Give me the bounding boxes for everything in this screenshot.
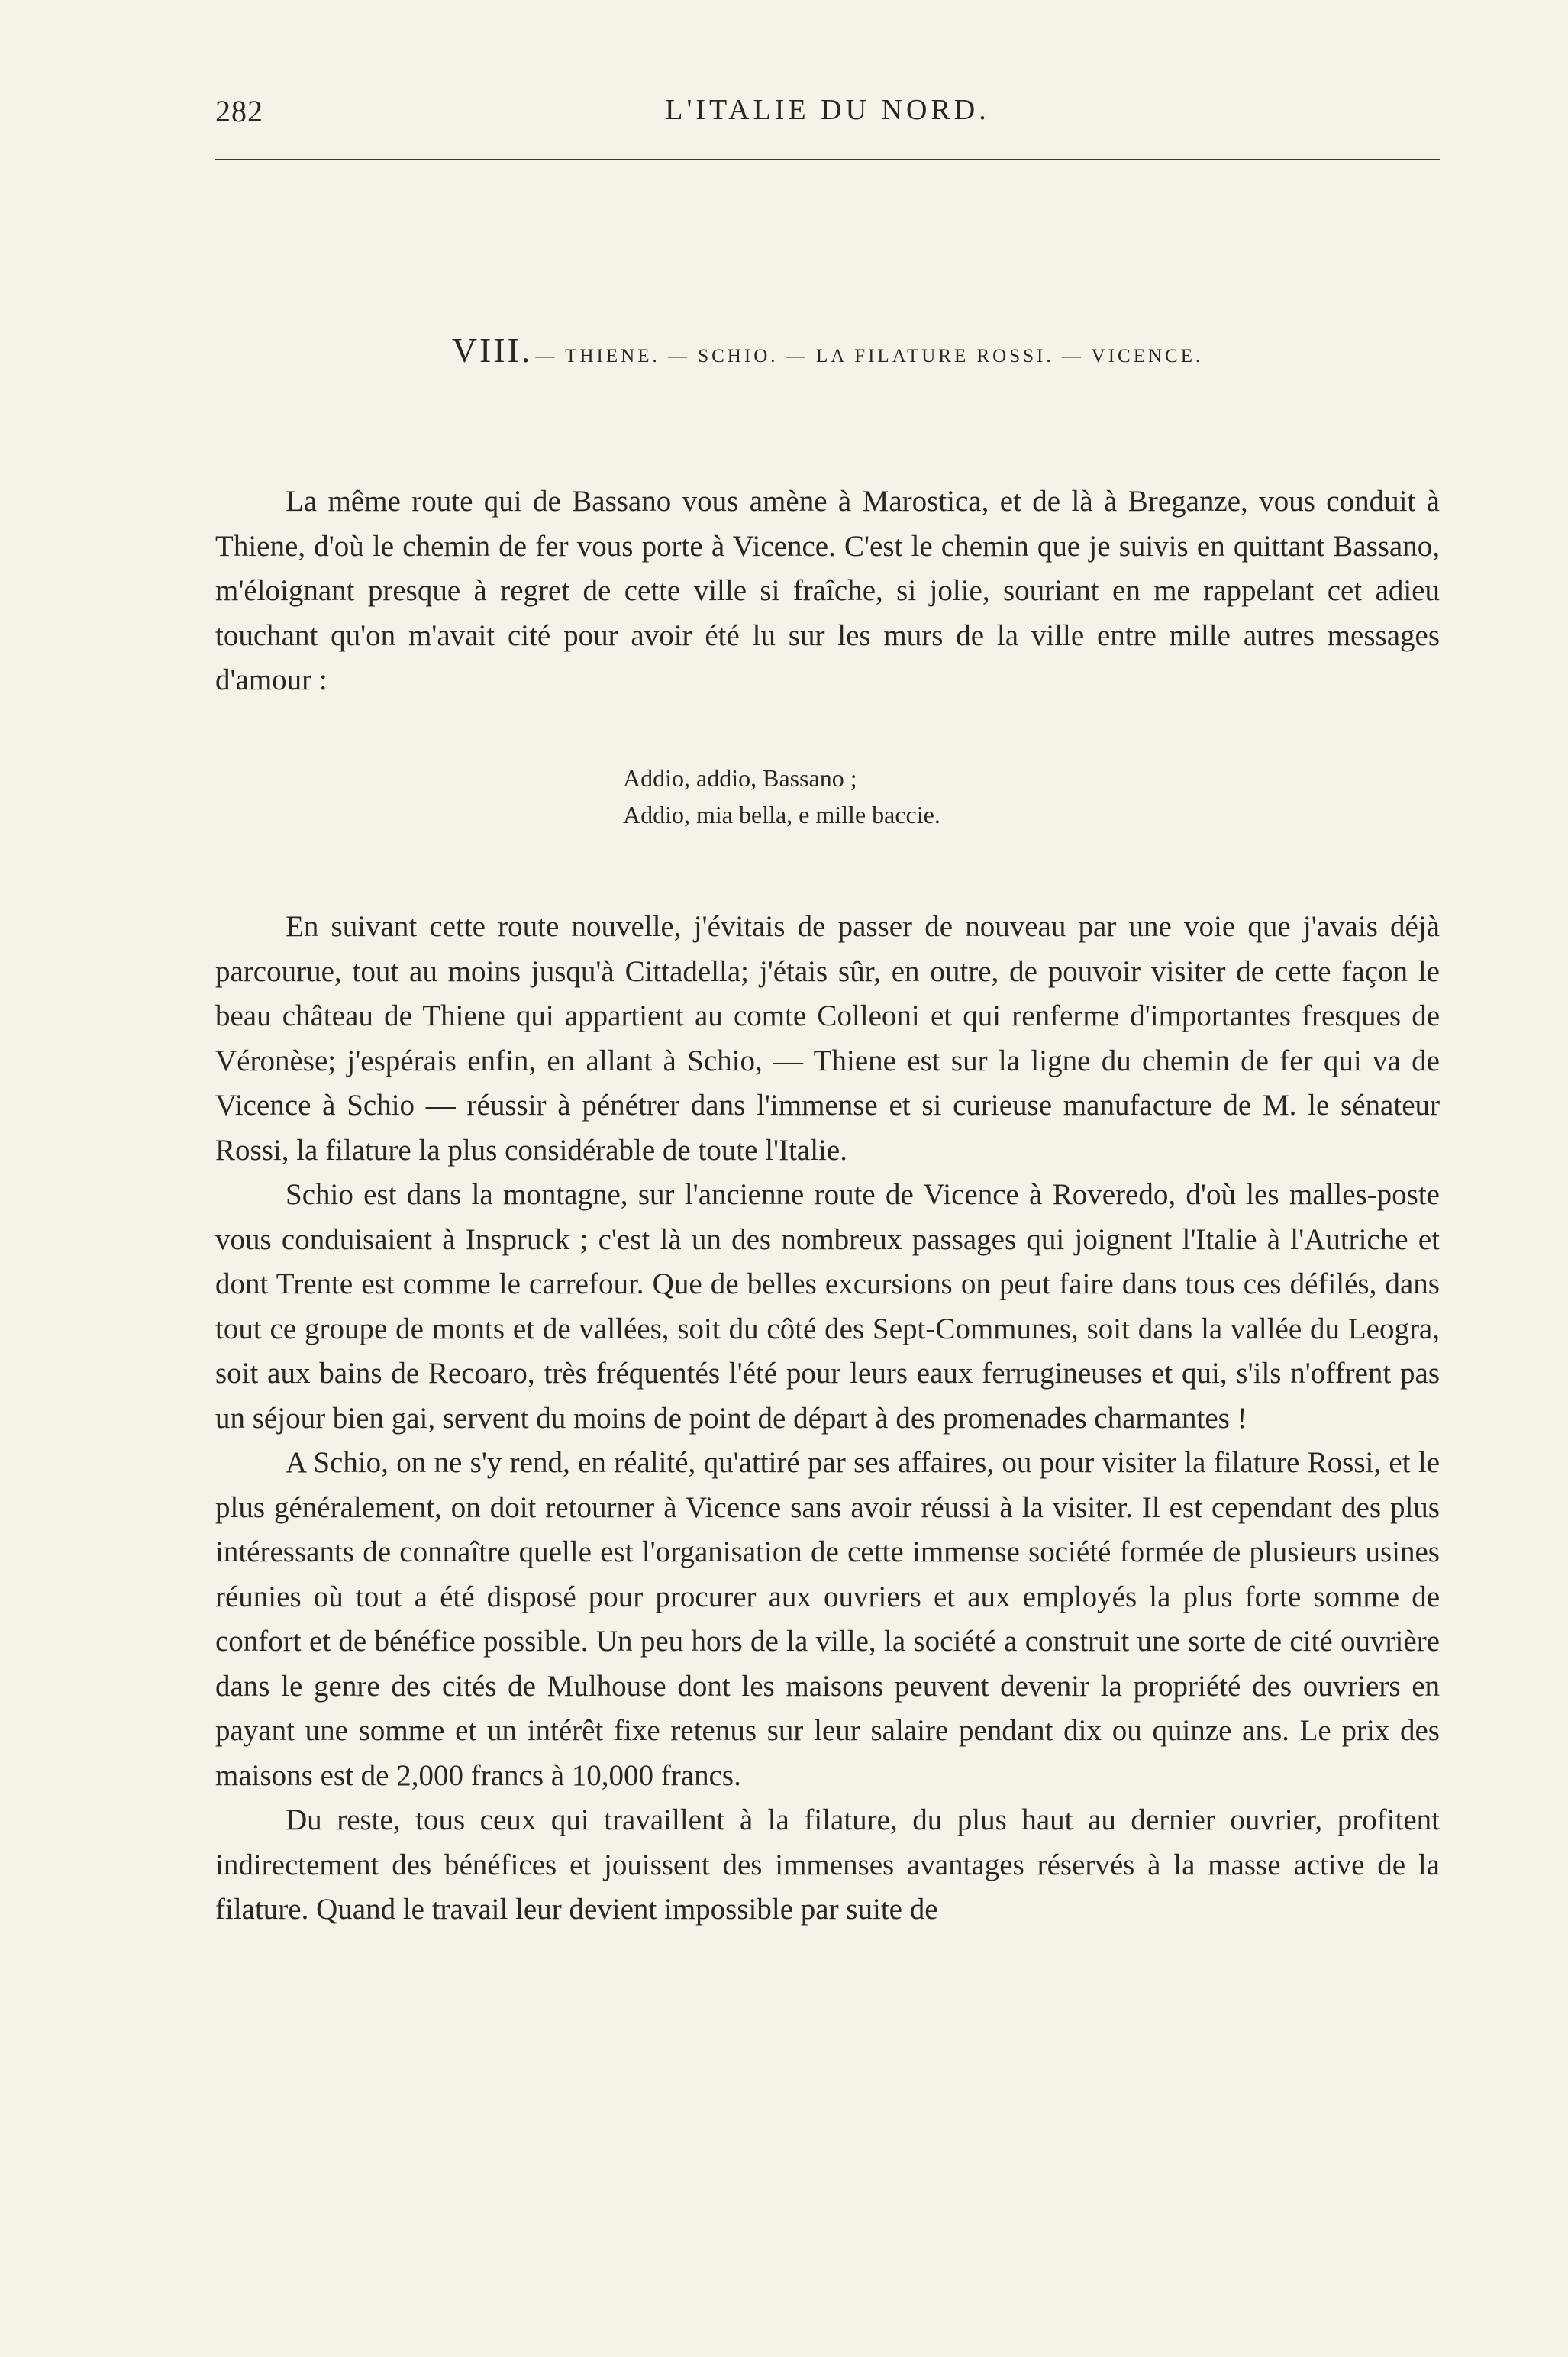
paragraph: A Schio, on ne s'y rend, en réalité, qu'attiré par ses affaires, ou pour visiter la filature Rossi, et le plus généralement, on doit retourner à Vicence sans avoir réussi à la visiter. Il est cependant des plus intéressants de connaître quelle est l'organisation de cette immense société formée de plusieurs usines réunies où tout a été disposé pour procurer aux ouvriers et aux employés la plus forte somme de confort et de bénéfice possible. Un peu hors de la ville, la société a construit une sorte de cité ouvrière dans le genre des cités de Mulhouse dont les maisons peuvent devenir la propriété des ouvriers en payant une somme et un intérêt fixe retenus sur leur salaire pendant dix ou quinze ans. Le prix des maisons est de 2,000 francs à 10,000 francs.: [215, 1446, 1440, 1792]
body-text: [215, 905, 1440, 1932]
verse-line: Addio, mia bella, e mille baccie.: [623, 801, 940, 828]
paragraph: La même route qui de Bassano vous amène à Marostica, et de là à Breganze, vous conduit à Thiene, d'où le chemin de fer vous porte à Vicence. C'est le chemin que je suivis en quittant Bassano, m'éloignant presque à regret de cette ville si fraîche, si jolie, souriant en me rappelant cet adieu touchant qu'on m'avait cité pour avoir été lu sur les murs de la ville entre mille autres messages d'amour :: [215, 485, 1440, 696]
paragraph: Schio est dans la montagne, sur l'ancienne route de Vicence à Roveredo, d'où les malles-poste vous conduisaient à Inspruck ; c'est là un des nombreux passages qui joignent l'Italie à l'Autriche et dont Trente est comme le carrefour. Que de belles excursions on peut faire dans tous ces défilés, dans tout ce groupe de monts et de vallées, soit du côté des Sept-Communes, soit dans la vallée du Leogra, soit aux bains de Recoaro, très fréquentés l'été pour leurs eaux ferrugineuses et qui, s'ils n'offrent pas un séjour bien gai, servent du moins de point de départ à des promenades charmantes !: [215, 1178, 1440, 1435]
header-rule: [215, 159, 1440, 160]
page-number: 282: [215, 94, 263, 128]
opening-paragraph-block: [215, 479, 1440, 703]
chapter-numeral: VIII.: [451, 331, 533, 370]
running-title: L'ITALIE DU NORD.: [665, 94, 990, 126]
running-head: [215, 93, 1440, 139]
chapter-heading: [215, 330, 1440, 370]
chapter-subjects: — THIENE. — SCHIO. — LA FILATURE ROSSI. — VICENCE.: [535, 346, 1204, 366]
paragraph: Du reste, tous ceux qui travaillent à la filature, du plus haut au dernier ouvrier, profitent indirectement des bénéfices et jouissent des immenses avantages réservés à la masse active de la filature. Quand le travail leur devient impossible par suite de: [215, 1803, 1440, 1926]
paragraph: En suivant cette route nouvelle, j'évitais de passer de nouveau par une voie que j'avais déjà parcourue, tout au moins jusqu'à Cittadella; j'étais sûr, en outre, de pouvoir visiter de cette façon le beau château de Thiene qui appartient au comte Colleoni et qui renferme d'importantes fresques de Véronèse; j'espérais enfin, en allant à Schio, — Thiene est sur la ligne du chemin de fer qui va de Vicence à Schio — réussir à pénétrer dans l'immense et si curieuse manufacture de M. le sénateur Rossi, la filature la plus considérable de toute l'Italie.: [215, 910, 1440, 1167]
verse-line: Addio, addio, Bassano ;: [623, 764, 857, 792]
verse-quotation: [623, 760, 940, 833]
